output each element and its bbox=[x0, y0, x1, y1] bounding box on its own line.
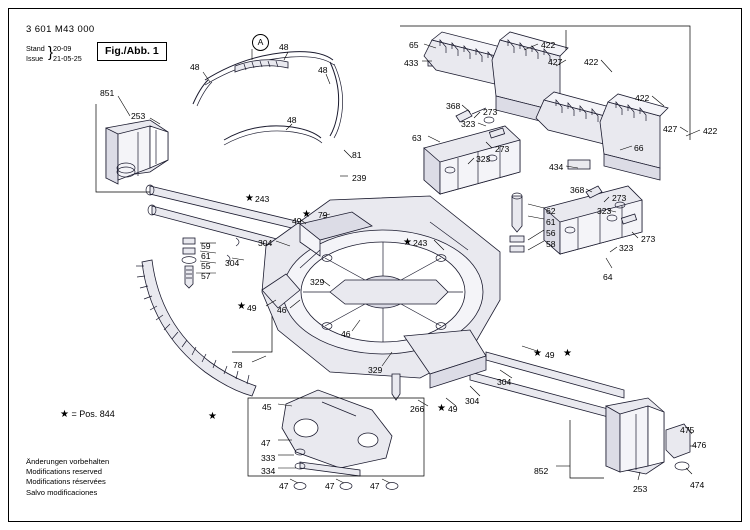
stand-label: Stand bbox=[26, 44, 45, 53]
callout-number: 422 bbox=[635, 93, 650, 103]
callout-number: 852 bbox=[534, 466, 549, 476]
star-icon: ★ bbox=[237, 301, 246, 312]
callout-number: 46 bbox=[341, 329, 351, 339]
callout-number: 333 bbox=[261, 453, 276, 463]
callout-number: 475 bbox=[680, 425, 695, 435]
callout-number: 66 bbox=[634, 143, 644, 153]
callout-number: 266 bbox=[410, 404, 425, 414]
legend-text: = Pos. 844 bbox=[71, 409, 115, 419]
callout-number: 476 bbox=[692, 440, 707, 450]
callout-number: 273 bbox=[612, 193, 627, 203]
callout-number: 61 bbox=[201, 251, 211, 261]
callout-number: 49 bbox=[292, 216, 302, 226]
callout-number: 427 bbox=[663, 124, 678, 134]
stand-value: 20-09 bbox=[53, 44, 72, 53]
star-icon: ★ bbox=[533, 348, 542, 359]
callout-number: 422 bbox=[541, 40, 556, 50]
callout-number: 55 bbox=[201, 261, 211, 271]
callout-number: 49 bbox=[448, 404, 458, 414]
star-icon: ★ bbox=[563, 348, 572, 359]
callout-number: 273 bbox=[483, 107, 498, 117]
callout-number: 422 bbox=[703, 126, 718, 136]
callout-number: 851 bbox=[100, 88, 115, 98]
callout-number: 49 bbox=[247, 303, 257, 313]
callout-number: 329 bbox=[368, 365, 383, 375]
callout-number: 47 bbox=[325, 481, 335, 491]
callout-number: 48 bbox=[279, 42, 289, 52]
callout-number: 329 bbox=[310, 277, 325, 287]
callout-number: 273 bbox=[495, 144, 510, 154]
callout-number: 48 bbox=[190, 62, 200, 72]
callout-number: 243 bbox=[413, 238, 428, 248]
callout-number: 59 bbox=[201, 241, 211, 251]
callout-number: 253 bbox=[131, 111, 146, 121]
callout-number: 46 bbox=[277, 305, 287, 315]
callout-number: 81 bbox=[352, 150, 362, 160]
star-icon: ★ bbox=[302, 209, 311, 220]
callout-number: 304 bbox=[497, 377, 512, 387]
star-icon: ★ bbox=[245, 193, 254, 204]
callout-number: 273 bbox=[641, 234, 656, 244]
callout-number: 61 bbox=[546, 217, 556, 227]
callout-number: 253 bbox=[633, 484, 648, 494]
callout-number: 78 bbox=[233, 360, 243, 370]
callout-number: 243 bbox=[255, 194, 270, 204]
callout-number: 239 bbox=[352, 173, 367, 183]
callout-number: 304 bbox=[465, 396, 480, 406]
star-icon: ★ bbox=[208, 411, 217, 422]
footer-line-es: Salvo modificaciones bbox=[26, 487, 98, 497]
footer-line-de: Änderungen vorbehalten bbox=[26, 457, 110, 466]
callout-number: 56 bbox=[546, 228, 556, 238]
callout-number: 368 bbox=[446, 101, 461, 111]
callout-number: 48 bbox=[318, 65, 328, 75]
callout-number: 63 bbox=[412, 133, 422, 143]
fastener-stack-right bbox=[510, 193, 524, 252]
callout-number: 47 bbox=[370, 481, 380, 491]
callout-number: 334 bbox=[261, 466, 276, 476]
callout-number: 65 bbox=[409, 40, 419, 50]
callout-number: 47 bbox=[279, 481, 289, 491]
callout-number: 48 bbox=[287, 115, 297, 125]
star-icon: ★ bbox=[437, 403, 446, 414]
callout-number: 49 bbox=[545, 350, 555, 360]
footer-line-fr: Modifications réservées bbox=[26, 477, 106, 487]
footer-line-en: Modifications reserved bbox=[26, 467, 102, 477]
brace-glyph: } bbox=[48, 44, 54, 61]
callout-number: 434 bbox=[549, 162, 564, 172]
issue-label: Issue bbox=[26, 53, 44, 63]
figure-label: Fig./Abb. 1 bbox=[97, 42, 167, 61]
callout-number: 323 bbox=[476, 154, 491, 164]
callout-number: 368 bbox=[570, 185, 585, 195]
callout-number: 433 bbox=[404, 58, 419, 68]
fence-assembly-right bbox=[544, 160, 642, 254]
issue-value: 21-05-25 bbox=[53, 53, 82, 63]
callout-number: 323 bbox=[597, 206, 612, 216]
callout-number: 427 bbox=[548, 57, 563, 67]
callout-number: 323 bbox=[461, 119, 476, 129]
callout-number: 47 bbox=[261, 438, 271, 448]
callout-number: 304 bbox=[225, 258, 240, 268]
callout-number: 79 bbox=[318, 210, 328, 220]
star-icon: ★ bbox=[60, 409, 69, 420]
callout-number: 62 bbox=[546, 206, 556, 216]
callout-number: 474 bbox=[690, 480, 705, 490]
detail-callout-a: A bbox=[252, 34, 269, 51]
part-number: 3 601 M43 000 bbox=[26, 24, 95, 35]
callout-number: 58 bbox=[546, 239, 556, 249]
callout-number: 45 bbox=[262, 402, 272, 412]
callout-number: 304 bbox=[258, 238, 273, 248]
callout-number: 422 bbox=[584, 57, 599, 67]
callout-number: 64 bbox=[603, 272, 613, 282]
callout-number: 323 bbox=[619, 243, 634, 253]
callout-number: 57 bbox=[201, 271, 211, 281]
star-icon: ★ bbox=[403, 237, 412, 248]
